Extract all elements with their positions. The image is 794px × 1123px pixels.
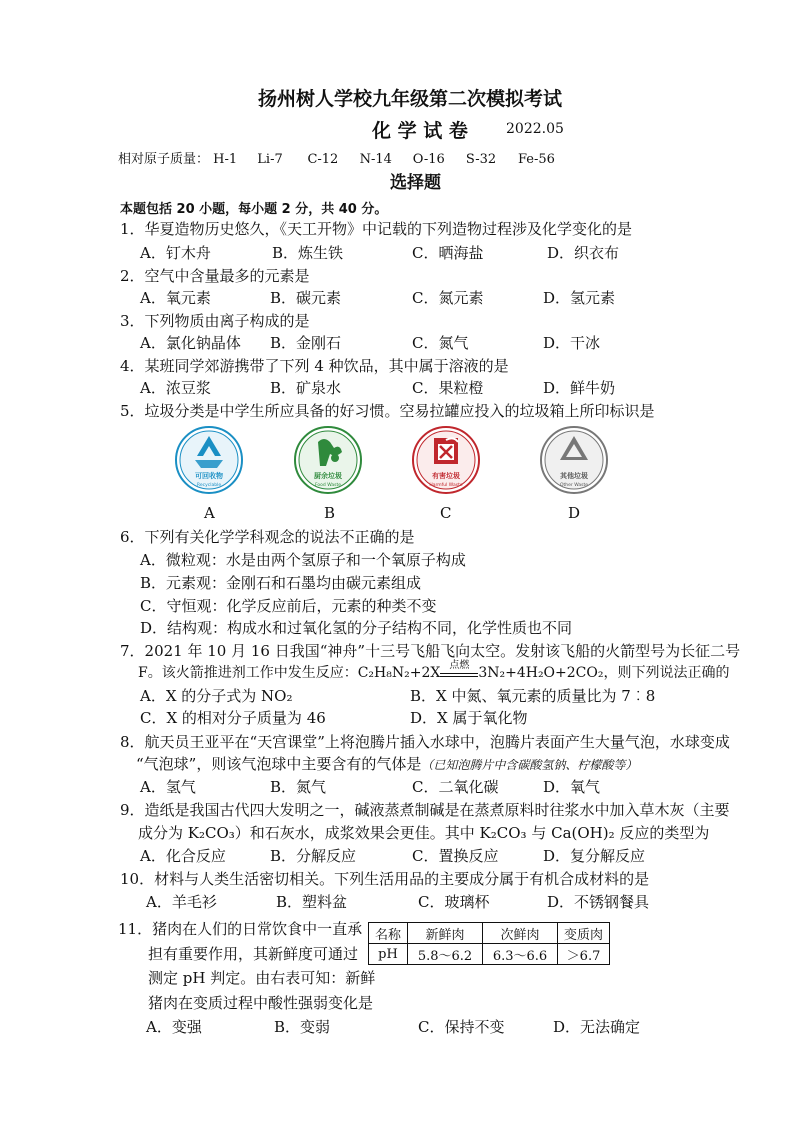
table-cell: 5.8～6.2: [408, 944, 483, 965]
table-header-cell: 新鲜肉: [408, 923, 483, 944]
sign-b-letter: B: [324, 504, 336, 522]
atomic-mass-n: N-14: [359, 152, 392, 167]
sign-d-cn: 其他垃圾: [560, 472, 588, 480]
q3-option-d: D．干冰: [543, 334, 601, 352]
food-waste-sign-icon: [294, 426, 362, 494]
table-header-cell: 次鲜肉: [483, 923, 558, 944]
harmful-waste-sign-icon: [412, 426, 480, 494]
q7-line1: 7．2021 年 10 月 16 日我国“神舟”十三号飞船飞向太空。发射该飞船的火箭型号为长征二号: [120, 642, 741, 660]
q7-reaction-arrow: [440, 660, 478, 677]
sign-a-letter: A: [204, 504, 215, 522]
q2-stem: 2．空气中含量最多的元素是: [120, 267, 310, 285]
section-title: 选择题: [390, 173, 441, 193]
q4-option-d: D．鲜牛奶: [543, 379, 616, 397]
atomic-mass-o: O-16: [412, 152, 445, 167]
q11-option-d: D．无法确定: [553, 1018, 641, 1036]
q2-option-a: A．氧元素: [140, 289, 211, 307]
q11-option-b: B．变弱: [274, 1018, 331, 1036]
table-row: [369, 923, 610, 944]
q3-option-c: C．氮气: [412, 334, 469, 352]
q4-option-b: B．矿泉水: [270, 379, 342, 397]
q7-option-c: C．X 的相对分子质量为 46: [140, 709, 326, 727]
q6-stem: 6．下列有关化学学科观念的说法不正确的是: [120, 528, 415, 546]
q6-option-c: C．守恒观：化学反应前后，元素的种类不变: [140, 597, 437, 615]
q10-stem: 10．材料与人类生活密切相关。下列生活用品的主要成分属于有机合成材料的是: [120, 870, 650, 888]
q8-option-d: D．氧气: [543, 778, 601, 796]
q11-option-a: A．变强: [146, 1018, 202, 1036]
q9-option-b: B．分解反应: [270, 847, 357, 865]
q8-option-a: A．氢气: [140, 778, 196, 796]
sign-b-cn: 厨余垃圾: [314, 472, 342, 480]
q9-option-a: A．化合反应: [140, 847, 226, 865]
sign-d-letter: D: [568, 504, 581, 522]
q9-option-c: C．置换反应: [412, 847, 499, 865]
q3-option-b: B．金刚石: [270, 334, 342, 352]
table-header-cell: 名称: [369, 923, 408, 944]
sign-c-en: Harmful Waste: [429, 483, 463, 488]
q8-line1: 8．航天员王亚平在“天宫课堂”上将泡腾片插入水球中，泡腾片表面产生大量气泡，水球变成: [120, 733, 730, 751]
q2-option-b: B．碳元素: [270, 289, 342, 307]
q1-stem: 1．华夏造物历史悠久，《天工开物》中记载的下列造物过程涉及化学变化的是: [120, 220, 633, 238]
atomic-mass-h: H-1: [213, 152, 238, 167]
table-cell: pH: [369, 944, 408, 965]
atomic-mass-c: C-12: [307, 152, 339, 167]
q2-option-d: D．氢元素: [543, 289, 616, 307]
q1-option-d: D．织衣布: [547, 244, 620, 262]
q9-line1: 9．造纸是我国古代四大发明之一，碱液蒸煮制碱是在蒸煮原料时往浆水中加入草木灰（主要: [120, 801, 730, 819]
exam-title: 扬州树人学校九年级第二次模拟考试: [258, 88, 563, 110]
q4-option-a: A．浓豆浆: [140, 379, 211, 397]
q3-stem: 3．下列物质由离子构成的是: [120, 312, 310, 330]
q7-option-d: D．X 属于氧化物: [410, 709, 528, 727]
q10-option-a: A．羊毛衫: [146, 893, 217, 911]
atomic-mass-fe: Fe-56: [518, 152, 555, 167]
atomic-mass-label: 相对原子质量：: [118, 152, 210, 167]
ph-table: [368, 922, 610, 965]
q5-stem: 5．垃圾分类是中学生所应具备的好习惯。空易拉罐应投入的垃圾箱上所印标识是: [120, 402, 655, 420]
q11-option-c: C．保持不变: [418, 1018, 505, 1036]
sign-c-letter: C: [440, 504, 452, 522]
q7-equation-left: F。该火箭推进剂工作中发生反应：C₂H₈N₂+2X: [138, 665, 441, 681]
q11-line4: 猪肉在变质过程中酸性强弱变化是: [148, 994, 374, 1012]
atomic-mass-line: [118, 148, 555, 167]
table-header-cell: 变质肉: [558, 923, 610, 944]
q4-stem: 4．某班同学郊游携带了下列 4 种饮品，其中属于溶液的是: [120, 357, 509, 375]
q8-line2-main: “气泡球”，则该气泡球中主要含有的气体是: [136, 755, 422, 773]
q9-option-d: D．复分解反应: [543, 847, 646, 865]
sign-d-en: Other Waste: [559, 483, 589, 488]
q11-line3: 测定 pH 判定。由右表可知：新鲜: [148, 969, 376, 987]
q7-condition: 点燃: [449, 660, 470, 671]
sign-a-cn: 可回收物: [195, 472, 223, 480]
q10-option-b: B．塑料盆: [276, 893, 348, 911]
atomic-mass-s: S-32: [465, 152, 497, 167]
sign-c-cn: 有害垃圾: [432, 472, 460, 480]
q8-line2-note: （已知泡腾片中含碳酸氢钠、柠檬酸等）: [421, 758, 638, 772]
q4-option-c: C．果粒橙: [412, 379, 484, 397]
q11-line2: 担有重要作用，其新鲜度可通过: [148, 945, 359, 963]
other-waste-sign-icon: [540, 426, 608, 494]
q8-option-b: B．氮气: [270, 778, 327, 796]
section-instructions: 本题包括 20 小题，每小题 2 分，共 40 分。: [120, 202, 388, 217]
q6-option-a: A．微粒观：水是由两个氢原子和一个氧原子构成: [140, 551, 466, 569]
q6-option-b: B．元素观：金刚石和石墨均由碳元素组成: [140, 574, 422, 592]
q8-option-c: C．二氧化碳: [412, 778, 499, 796]
q10-option-c: C．玻璃杯: [418, 893, 490, 911]
q2-option-c: C．氮元素: [412, 289, 484, 307]
sign-a-en: Recyclable: [196, 483, 222, 488]
sign-b-en: Food Waste: [314, 483, 342, 488]
q10-option-d: D．不锈钢餐具: [547, 893, 650, 911]
q8-line2: [136, 753, 637, 774]
exam-date: 2022.05: [506, 121, 564, 137]
table-cell: ＞6.7: [558, 944, 610, 965]
q7-option-a: A．X 的分子式为 NO₂: [140, 687, 293, 705]
q11-line1: 11．猪肉在人们的日常饮食中一直承: [118, 920, 363, 938]
q7-line2: [138, 662, 729, 682]
table-row: [369, 944, 610, 965]
q7-option-b: B．X 中氮、氧元素的质量比为 7︰8: [410, 687, 656, 705]
q1-option-b: B．炼生铁: [272, 244, 344, 262]
q1-option-c: C．晒海盐: [412, 244, 484, 262]
recyclable-sign-icon: [175, 426, 243, 494]
q1-option-a: A．钉木舟: [140, 244, 211, 262]
q3-option-a: A．氯化钠晶体: [140, 334, 241, 352]
q6-option-d: D．结构观：构成水和过氧化氢的分子结构不同，化学性质也不同: [140, 619, 573, 637]
atomic-mass-li: Li-7: [257, 152, 283, 167]
q7-equation-right: 3N₂+4H₂O+2CO₂，则下列说法正确的: [478, 665, 730, 681]
q9-line2: 成分为 K₂CO₃）和石灰水，成浆效果会更佳。其中 K₂CO₃ 与 Ca(OH)₂ 反应的类型为: [138, 824, 710, 842]
table-cell: 6.3～6.6: [483, 944, 558, 965]
subject-title: 化 学 试 卷: [372, 120, 468, 142]
